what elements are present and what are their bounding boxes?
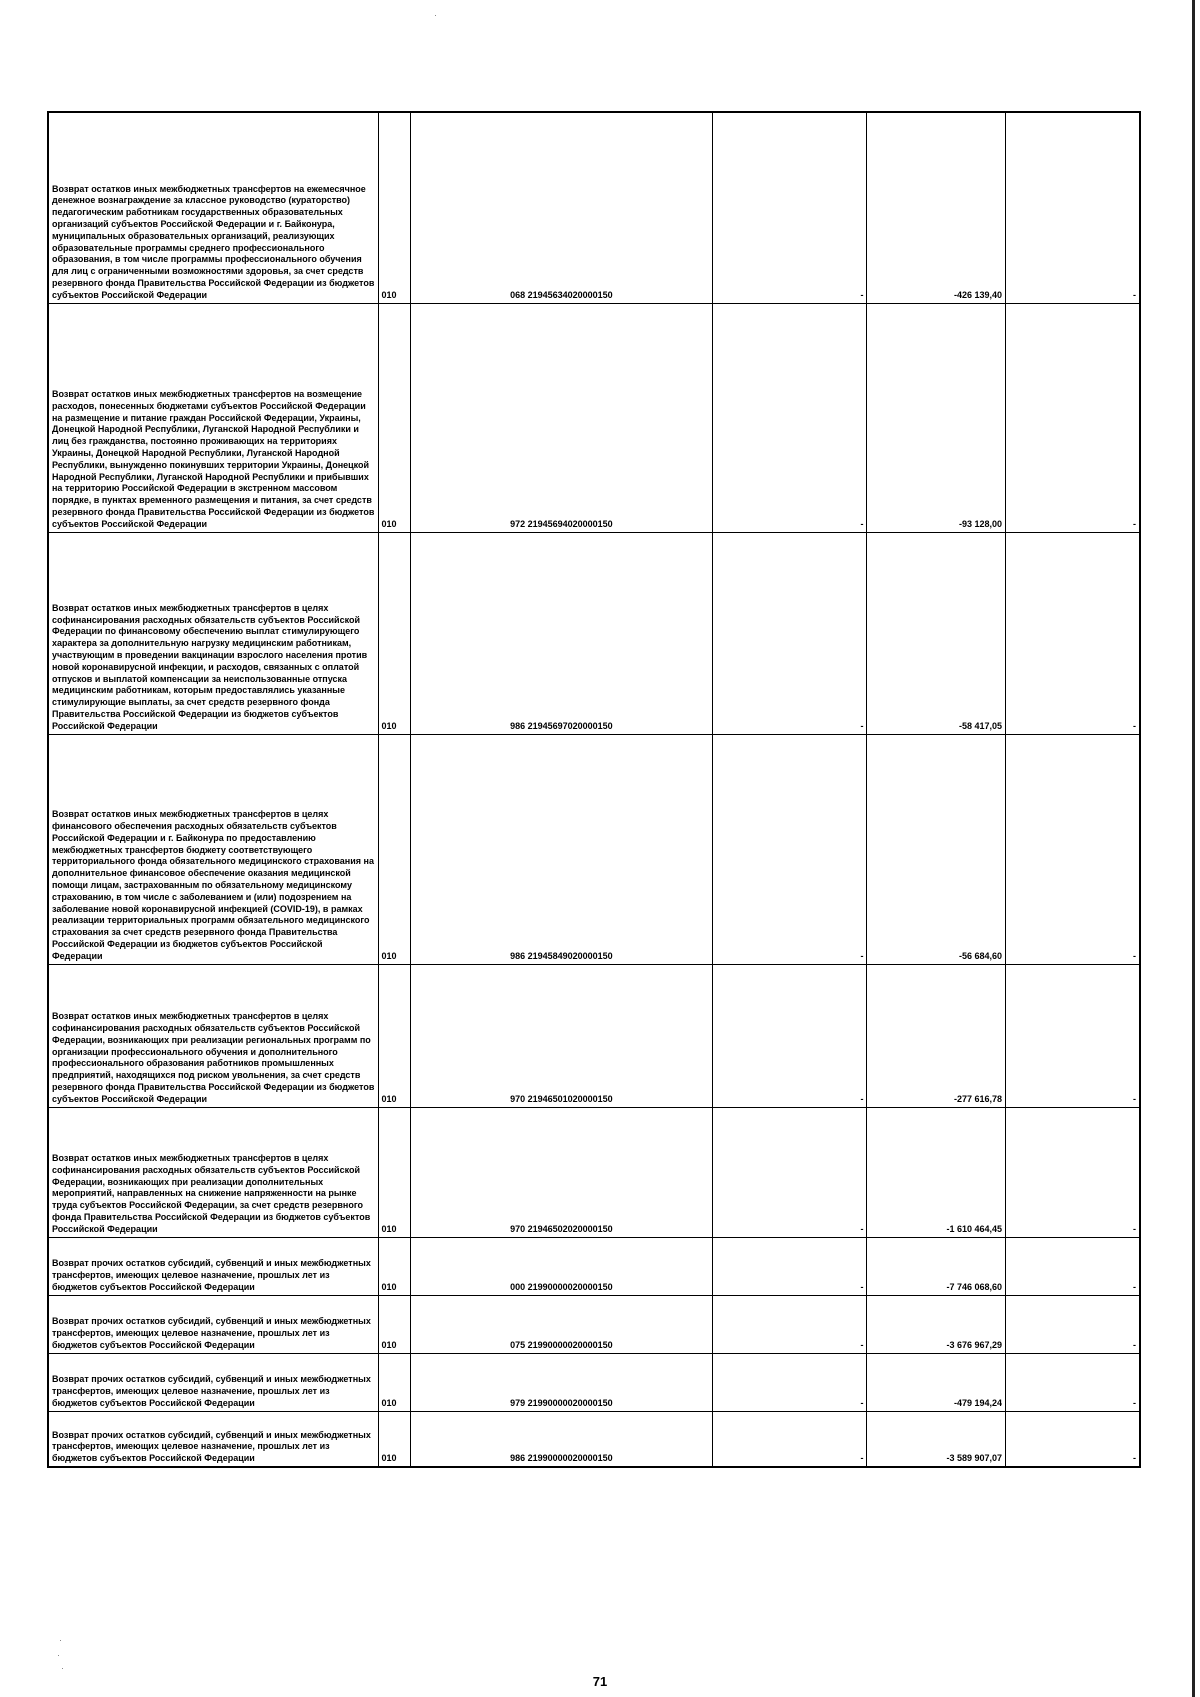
row-approved: - [712, 1295, 867, 1353]
row-executed: -3 589 907,07 [867, 1411, 1006, 1467]
table-row [48, 112, 1140, 303]
row-line-code: 010 [378, 964, 411, 1107]
row-income-code: 970 21946501020000150 [411, 964, 713, 1107]
table-row [48, 1411, 1140, 1467]
row-income-code: 986 21945849020000150 [411, 734, 713, 964]
row-executed: -3 676 967,29 [867, 1295, 1006, 1353]
page-number: 71 [592, 1674, 608, 1689]
row-unexecuted: - [1006, 1411, 1141, 1467]
row-approved: - [712, 1353, 867, 1411]
row-description: Возврат остатков иных межбюджетных трансфертов в целях финансового обеспечения расходных обязательств субъектов Российской Федерации и г. Байконура по предоставлению межбюджетных трансфертов бюджету соответствующего территориального фонда обязательного медицинского страхования на дополнительное финансовое обеспечение оказания медицинской помощи лицам, застрахованным по обязательному медицинскому страхованию, в том числе с заболеванием и (или) подозрением на заболевание новой коронавирусной инфекцией (COVID-19), в рамках реализации территориальных программ обязательного медицинского страхования за счет средств резервного фонда Правительства Российской Федерации из бюджетов субъектов Российской Федерации [48, 734, 378, 964]
row-description: Возврат остатков иных межбюджетных трансфертов на возмещение расходов, понесенных бюджетами субъектов Российской Федерации на размещение и питание граждан Российской Федерации, Украины, Донецкой Народной Республики, Луганской Народной Республики и лиц без гражданства, постоянно проживающих на территориях Украины, Донецкой Народной Республики, Луганской Народной Республики, вынужденно покинувших территории Украины, Донецкой Народной Республики, Луганской Народной Республики и прибывших на территорию Российской Федерации в экстренном массовом порядке, в пунктах временного размещения и питания, за счет средств резервного фонда Правительства Российской Федерации из бюджетов субъектов Российской Федерации [48, 303, 378, 532]
row-executed: -426 139,40 [867, 112, 1006, 303]
row-approved: - [712, 734, 867, 964]
row-income-code: 000 21990000020000150 [411, 1237, 713, 1295]
scan-speck [62, 1668, 63, 1669]
row-unexecuted: - [1006, 112, 1141, 303]
row-approved: - [712, 303, 867, 532]
row-executed: -93 128,00 [867, 303, 1006, 532]
row-income-code: 972 21945694020000150 [411, 303, 713, 532]
table-row [48, 734, 1140, 964]
row-line-code: 010 [378, 1295, 411, 1353]
scan-edge-line [1192, 0, 1195, 1697]
row-line-code: 010 [378, 1353, 411, 1411]
row-line-code: 010 [378, 112, 411, 303]
row-description: Возврат остатков иных межбюджетных трансфертов в целях софинансирования расходных обязательств субъектов Российской Федерации, возникающих при реализации дополнительных мероприятий, направленных на снижение напряженности на рынке труда субъектов Российской Федерации, за счет средств резервного фонда Правительства Российской Федерации из бюджетов субъектов Российской Федерации [48, 1107, 378, 1237]
row-unexecuted: - [1006, 1237, 1141, 1295]
scan-speck [58, 1655, 59, 1656]
table-row [48, 1237, 1140, 1295]
row-description: Возврат остатков иных межбюджетных трансфертов в целях софинансирования расходных обязательств субъектов Российской Федерации, возникающих при реализации региональных программ по организации профессионального обучения и дополнительного профессионального образования работников промышленных предприятий, находящихся под риском увольнения, за счет средств резервного фонда Правительства Российской Федерации из бюджетов субъектов Российской Федерации [48, 964, 378, 1107]
row-unexecuted: - [1006, 1353, 1141, 1411]
table-row [48, 1295, 1140, 1353]
row-unexecuted: - [1006, 734, 1141, 964]
row-executed: -58 417,05 [867, 532, 1006, 734]
row-unexecuted: - [1006, 1295, 1141, 1353]
table-row [48, 303, 1140, 532]
row-line-code: 010 [378, 532, 411, 734]
row-approved: - [712, 1237, 867, 1295]
row-executed: -277 616,78 [867, 964, 1006, 1107]
row-approved: - [712, 112, 867, 303]
row-description: Возврат прочих остатков субсидий, субвенций и иных межбюджетных трансфертов, имеющих целевое назначение, прошлых лет из бюджетов субъектов Российской Федерации [48, 1353, 378, 1411]
row-unexecuted: - [1006, 964, 1141, 1107]
row-unexecuted: - [1006, 1107, 1141, 1237]
row-income-code: 075 21990000020000150 [411, 1295, 713, 1353]
row-income-code: 986 21990000020000150 [411, 1411, 713, 1467]
row-line-code: 010 [378, 734, 411, 964]
scan-speck [60, 1640, 61, 1641]
scan-speck [435, 15, 436, 16]
row-income-code: 970 21946502020000150 [411, 1107, 713, 1237]
row-description: Возврат остатков иных межбюджетных трансфертов на ежемесячное денежное вознаграждение за классное руководство (кураторство) педагогическим работникам государственных образовательных организаций субъектов Российской Федерации и г. Байконура, муниципальных образовательных организаций, реализующих образовательные программы среднего профессионального образования, в том числе программы профессионального обучения для лиц с ограниченными возможностями здоровья, за счет средств резервного фонда Правительства Российской Федерации из бюджетов субъектов Российской Федерации [48, 112, 378, 303]
row-unexecuted: - [1006, 532, 1141, 734]
row-unexecuted: - [1006, 303, 1141, 532]
row-executed: -1 610 464,45 [867, 1107, 1006, 1237]
row-description: Возврат прочих остатков субсидий, субвенций и иных межбюджетных трансфертов, имеющих целевое назначение, прошлых лет из бюджетов субъектов Российской Федерации [48, 1295, 378, 1353]
row-line-code: 010 [378, 1237, 411, 1295]
row-description: Возврат остатков иных межбюджетных трансфертов в целях софинансирования расходных обязательств субъектов Российской Федерации по финансовому обеспечению выплат стимулирующего характера за дополнительную нагрузку медицинским работникам, участвующим в проведении вакцинации взрослого населения против новой коронавирусной инфекции, и расходов, связанных с оплатой отпусков и выплатой компенсации за неиспользованные отпуска медицинским работникам, которым предоставлялись указанные стимулирующие выплаты, за счет средств резервного фонда Правительства Российской Федерации из бюджетов субъектов Российской Федерации [48, 532, 378, 734]
table-row [48, 1353, 1140, 1411]
row-executed: -7 746 068,60 [867, 1237, 1006, 1295]
row-description: Возврат прочих остатков субсидий, субвенций и иных межбюджетных трансфертов, имеющих целевое назначение, прошлых лет из бюджетов субъектов Российской Федерации [48, 1411, 378, 1467]
budget-report-table [47, 111, 1141, 1468]
row-income-code: 068 21945634020000150 [411, 112, 713, 303]
row-income-code: 979 21990000020000150 [411, 1353, 713, 1411]
table-row [48, 1107, 1140, 1237]
row-executed: -56 684,60 [867, 734, 1006, 964]
row-approved: - [712, 1411, 867, 1467]
row-approved: - [712, 1107, 867, 1237]
row-description: Возврат прочих остатков субсидий, субвенций и иных межбюджетных трансфертов, имеющих целевое назначение, прошлых лет из бюджетов субъектов Российской Федерации [48, 1237, 378, 1295]
table-row [48, 964, 1140, 1107]
row-income-code: 986 21945697020000150 [411, 532, 713, 734]
row-line-code: 010 [378, 1107, 411, 1237]
row-approved: - [712, 964, 867, 1107]
row-line-code: 010 [378, 1411, 411, 1467]
table-row [48, 532, 1140, 734]
row-line-code: 010 [378, 303, 411, 532]
row-executed: -479 194,24 [867, 1353, 1006, 1411]
row-approved: - [712, 532, 867, 734]
